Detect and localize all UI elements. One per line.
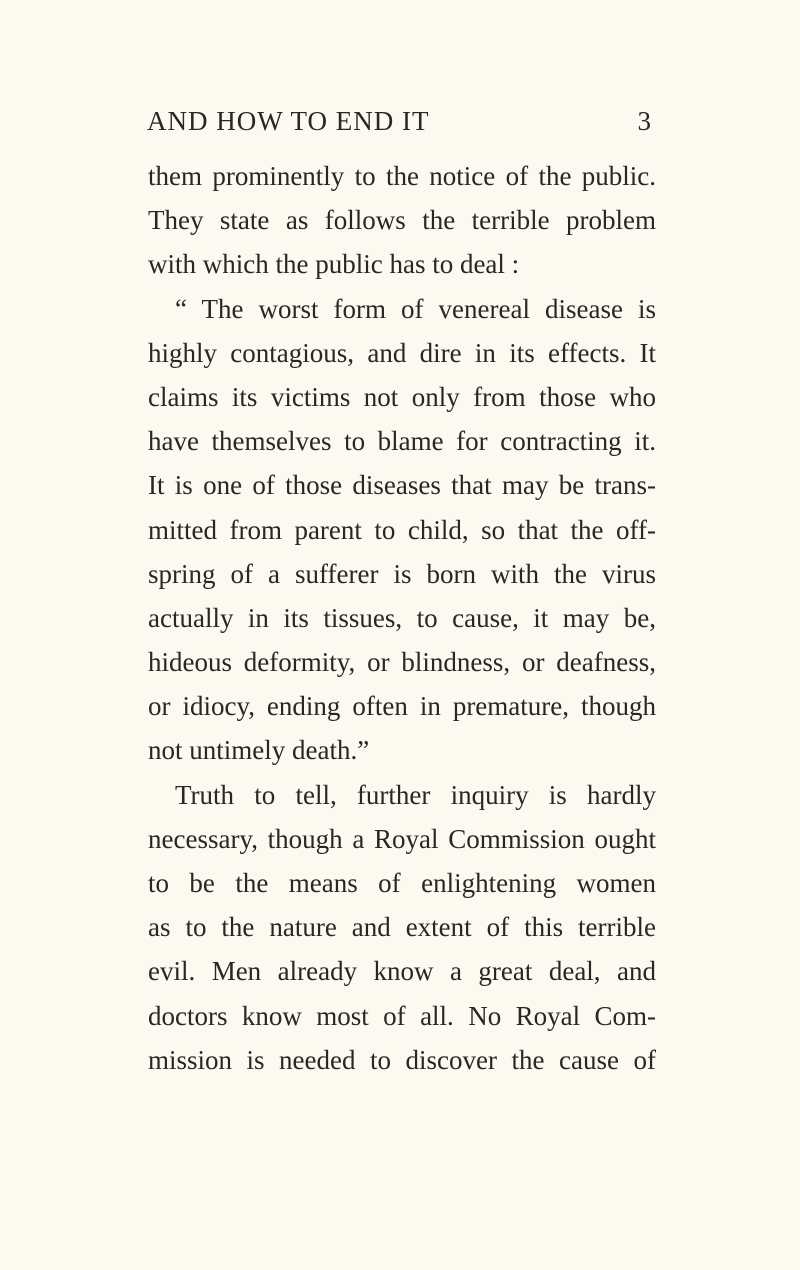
text-line: mitted from parent to child, so that the off- — [148, 514, 656, 545]
page-number: 3 — [637, 106, 652, 136]
text-line: actually in its tissues, to cause, it may be, — [148, 602, 656, 633]
text-line: It is one of those diseases that may be trans- — [148, 470, 656, 501]
running-title: AND HOW TO END IT — [147, 106, 430, 136]
body-text — [148, 154, 656, 1082]
text-line: them prominently to the notice of the public. — [148, 161, 656, 191]
text-line: have themselves to blame for contracting it. — [148, 426, 656, 457]
running-head — [147, 103, 652, 139]
text-line: to be the means of enlightening women — [148, 868, 656, 898]
text-line: claims its victims not only from those who — [148, 381, 656, 412]
text-line: or idiocy, ending often in premature, though — [148, 691, 656, 722]
text-line: necessary, though a Royal Commission ought — [148, 823, 656, 854]
text-line: “ The worst form of venereal disease is — [175, 293, 656, 324]
text-line: spring of a sufferer is born with the virus — [148, 558, 656, 589]
text-line: They state as follows the terrible problem — [148, 205, 656, 236]
text-line: not untimely death.” — [148, 735, 370, 766]
text-line: evil. Men already know a great deal, and — [148, 956, 656, 987]
text-line: hideous deformity, or blindness, or deafness, — [148, 647, 656, 678]
text-line: Truth to tell, further inquiry is hardly — [175, 779, 656, 810]
text-line: as to the nature and extent of this terrible — [148, 912, 656, 943]
text-line: mission is needed to discover the cause of — [148, 1044, 656, 1075]
text-line: doctors know most of all. No Royal Com- — [148, 1000, 656, 1031]
text-line: highly contagious, and dire in its effects. It — [148, 337, 656, 368]
text-line: with which the public has to deal : — [148, 249, 520, 280]
